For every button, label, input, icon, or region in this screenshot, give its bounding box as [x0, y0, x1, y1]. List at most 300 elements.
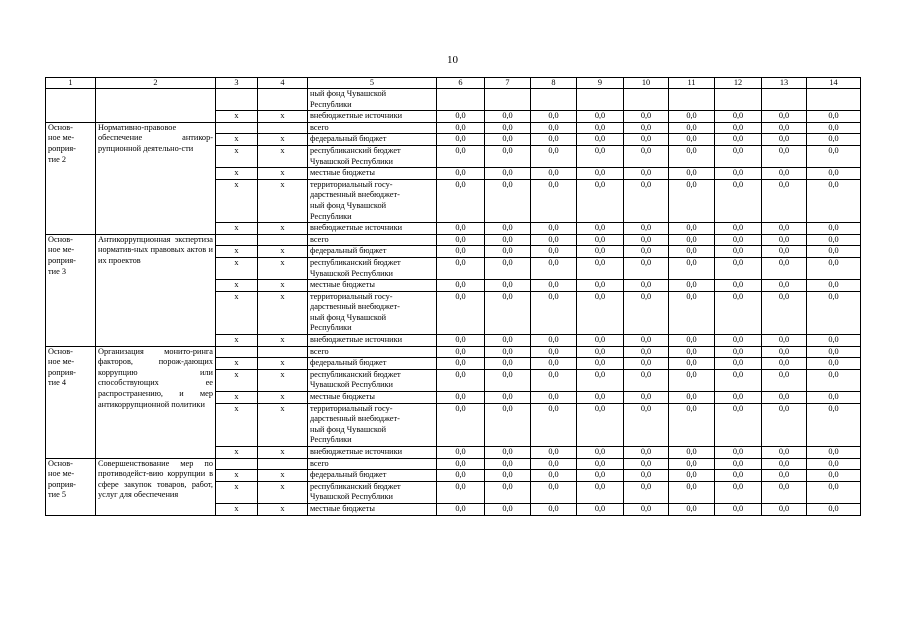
empty-cell [577, 89, 624, 111]
amount-cell: 0,0 [485, 481, 531, 503]
amount-cell: 0,0 [807, 392, 861, 404]
x-mark: x [258, 134, 308, 146]
amount-cell: 0,0 [715, 280, 762, 292]
x-mark: x [216, 403, 258, 446]
empty-cell [669, 89, 715, 111]
amount-cell: 0,0 [807, 111, 861, 123]
funding-source-text: республиканский бюджет Чувашской Республики [310, 145, 401, 166]
column-number: 9 [577, 78, 624, 89]
x-mark: x [258, 246, 308, 258]
funding-source [308, 111, 437, 123]
amount-cell: 0,0 [437, 179, 485, 222]
amount-cell: 0,0 [437, 369, 485, 391]
x-mark: x [258, 145, 308, 167]
column-number: 14 [807, 78, 861, 89]
amount-cell: 0,0 [437, 458, 485, 470]
amount-cell: 0,0 [807, 168, 861, 180]
amount-cell: 0,0 [531, 246, 577, 258]
amount-cell: 0,0 [715, 447, 762, 459]
funding-source [308, 134, 437, 146]
amount-cell: 0,0 [669, 111, 715, 123]
table-row [46, 89, 861, 111]
amount-cell: 0,0 [531, 234, 577, 246]
amount-cell: 0,0 [485, 458, 531, 470]
funding-source-text: республиканский бюджет Чувашской Республики [310, 481, 401, 502]
amount-cell: 0,0 [762, 234, 807, 246]
amount-cell: 0,0 [807, 257, 861, 279]
table-row [46, 346, 861, 358]
amount-cell: 0,0 [715, 246, 762, 258]
funding-source-text: федеральный бюджет [310, 134, 387, 144]
amount-cell: 0,0 [577, 257, 624, 279]
amount-cell: 0,0 [624, 346, 669, 358]
amount-cell: 0,0 [437, 470, 485, 482]
amount-cell: 0,0 [807, 346, 861, 358]
funding-source [308, 257, 437, 279]
amount-cell: 0,0 [531, 168, 577, 180]
column-number: 6 [437, 78, 485, 89]
column-number: 12 [715, 78, 762, 89]
amount-cell: 0,0 [531, 358, 577, 370]
x-mark: x [216, 257, 258, 279]
amount-cell: 0,0 [485, 280, 531, 292]
amount-cell: 0,0 [762, 145, 807, 167]
amount-cell: 0,0 [531, 346, 577, 358]
funding-source-text: территориальный госу- дарственный внебюджет- ный фонд Чувашской Республики [310, 179, 400, 221]
funding-source [308, 223, 437, 235]
x-mark: x [216, 369, 258, 391]
amount-cell: 0,0 [762, 179, 807, 222]
amount-cell: 0,0 [715, 111, 762, 123]
amount-cell: 0,0 [485, 358, 531, 370]
amount-cell: 0,0 [669, 458, 715, 470]
amount-cell: 0,0 [762, 503, 807, 515]
amount-cell: 0,0 [669, 122, 715, 134]
funding-source [308, 291, 437, 334]
funding-source-text: ный фонд Чувашской Республики [310, 89, 387, 109]
amount-cell: 0,0 [437, 234, 485, 246]
amount-cell: 0,0 [715, 122, 762, 134]
page-number: 10 [447, 54, 458, 66]
amount-cell: 0,0 [624, 168, 669, 180]
x-mark: x [216, 179, 258, 222]
amount-cell: 0,0 [485, 503, 531, 515]
funding-source [308, 335, 437, 347]
amount-cell: 0,0 [669, 246, 715, 258]
amount-cell: 0,0 [715, 179, 762, 222]
x-mark: x [258, 447, 308, 459]
x-mark: x [216, 335, 258, 347]
x-mark: x [258, 470, 308, 482]
funding-source-text: всего [310, 346, 329, 356]
amount-cell: 0,0 [485, 392, 531, 404]
funding-source [308, 234, 437, 246]
amount-cell: 0,0 [762, 403, 807, 446]
amount-cell: 0,0 [715, 369, 762, 391]
amount-cell: 0,0 [807, 179, 861, 222]
amount-cell: 0,0 [669, 346, 715, 358]
amount-cell: 0,0 [485, 246, 531, 258]
amount-cell: 0,0 [762, 470, 807, 482]
funding-source-text: всего [310, 122, 329, 132]
amount-cell: 0,0 [531, 223, 577, 235]
funding-source [308, 392, 437, 404]
funding-source-text: территориальный госу- дарственный внебюджет- ный фонд Чувашской Республики [310, 403, 400, 445]
amount-cell: 0,0 [762, 291, 807, 334]
activity-label [46, 234, 96, 346]
amount-cell: 0,0 [624, 470, 669, 482]
amount-cell: 0,0 [437, 223, 485, 235]
amount-cell: 0,0 [531, 369, 577, 391]
amount-cell: 0,0 [485, 369, 531, 391]
amount-cell: 0,0 [762, 346, 807, 358]
amount-cell: 0,0 [531, 179, 577, 222]
x-mark: x [216, 134, 258, 146]
column-number: 10 [624, 78, 669, 89]
amount-cell: 0,0 [624, 257, 669, 279]
amount-cell: 0,0 [669, 168, 715, 180]
amount-cell: 0,0 [715, 168, 762, 180]
amount-cell: 0,0 [762, 257, 807, 279]
amount-cell: 0,0 [485, 403, 531, 446]
amount-cell: 0,0 [531, 122, 577, 134]
x-mark: x [258, 403, 308, 446]
amount-cell: 0,0 [531, 470, 577, 482]
x-mark: x [258, 481, 308, 503]
amount-cell: 0,0 [762, 358, 807, 370]
activity-label-text: Основ- ное ме- роприя- тие 2 [48, 122, 76, 164]
amount-cell: 0,0 [762, 369, 807, 391]
amount-cell: 0,0 [531, 257, 577, 279]
amount-cell: 0,0 [624, 179, 669, 222]
x-mark: x [216, 246, 258, 258]
amount-cell: 0,0 [807, 291, 861, 334]
amount-cell: 0,0 [669, 145, 715, 167]
amount-cell: 0,0 [531, 392, 577, 404]
amount-cell: 0,0 [624, 134, 669, 146]
funding-source-text: местные бюджеты [310, 280, 375, 290]
amount-cell: 0,0 [807, 403, 861, 446]
x-mark: x [216, 145, 258, 167]
amount-cell: 0,0 [437, 346, 485, 358]
amount-cell: 0,0 [531, 291, 577, 334]
funding-source [308, 458, 437, 470]
amount-cell: 0,0 [437, 392, 485, 404]
amount-cell: 0,0 [577, 145, 624, 167]
funding-source [308, 503, 437, 515]
amount-cell: 0,0 [437, 134, 485, 146]
empty-cell [216, 89, 258, 111]
funding-source-text: федеральный бюджет [310, 470, 387, 480]
amount-cell: 0,0 [577, 168, 624, 180]
x-mark: x [258, 291, 308, 334]
empty-cell [258, 234, 308, 246]
amount-cell: 0,0 [531, 403, 577, 446]
empty-cell [46, 89, 96, 123]
amount-cell: 0,0 [715, 145, 762, 167]
funding-source-text: внебюджетные источники [310, 447, 403, 456]
funding-source-text: местные бюджеты [310, 392, 375, 402]
funding-source [308, 403, 437, 446]
funding-source [308, 246, 437, 258]
empty-cell [531, 89, 577, 111]
column-number: 13 [762, 78, 807, 89]
amount-cell: 0,0 [437, 503, 485, 515]
column-number: 2 [96, 78, 216, 89]
funding-source [308, 470, 437, 482]
funding-source-text: всего [310, 458, 329, 468]
amount-cell: 0,0 [577, 481, 624, 503]
amount-cell: 0,0 [669, 179, 715, 222]
amount-cell: 0,0 [762, 481, 807, 503]
amount-cell: 0,0 [485, 234, 531, 246]
amount-cell: 0,0 [437, 111, 485, 123]
empty-cell [807, 89, 861, 111]
table-row [46, 122, 861, 134]
funding-source-text: федеральный бюджет [310, 358, 387, 368]
amount-cell: 0,0 [669, 447, 715, 459]
empty-cell [715, 89, 762, 111]
amount-cell: 0,0 [624, 234, 669, 246]
empty-cell [485, 89, 531, 111]
x-mark: x [216, 392, 258, 404]
amount-cell: 0,0 [669, 392, 715, 404]
amount-cell: 0,0 [807, 145, 861, 167]
funding-source [308, 358, 437, 370]
amount-cell: 0,0 [669, 481, 715, 503]
amount-cell: 0,0 [762, 447, 807, 459]
amount-cell: 0,0 [577, 122, 624, 134]
amount-cell: 0,0 [715, 458, 762, 470]
budget-table [45, 77, 861, 516]
x-mark: x [216, 447, 258, 459]
amount-cell: 0,0 [437, 403, 485, 446]
funding-source [308, 179, 437, 222]
amount-cell: 0,0 [669, 291, 715, 334]
amount-cell: 0,0 [437, 145, 485, 167]
funding-source-text: местные бюджеты [310, 168, 375, 178]
funding-source-text: республиканский бюджет Чувашской Республики [310, 257, 401, 278]
table-row [46, 234, 861, 246]
amount-cell: 0,0 [624, 122, 669, 134]
funding-source-text: территориальный госу- дарственный внебюджет- ный фонд Чувашской Республики [310, 291, 400, 333]
amount-cell: 0,0 [485, 122, 531, 134]
funding-source [308, 369, 437, 391]
amount-cell: 0,0 [624, 358, 669, 370]
empty-cell [216, 346, 258, 358]
amount-cell: 0,0 [437, 122, 485, 134]
amount-cell: 0,0 [577, 111, 624, 123]
amount-cell: 0,0 [669, 234, 715, 246]
amount-cell: 0,0 [624, 280, 669, 292]
amount-cell: 0,0 [807, 134, 861, 146]
amount-cell: 0,0 [531, 503, 577, 515]
column-number: 11 [669, 78, 715, 89]
empty-cell [258, 346, 308, 358]
funding-source-text: местные бюджеты [310, 503, 375, 513]
amount-cell: 0,0 [762, 122, 807, 134]
amount-cell: 0,0 [624, 403, 669, 446]
x-mark: x [258, 179, 308, 222]
amount-cell: 0,0 [485, 335, 531, 347]
activity-label-text: Основ- ное ме- роприя- тие 5 [48, 458, 76, 500]
empty-cell [258, 122, 308, 134]
amount-cell: 0,0 [577, 392, 624, 404]
amount-cell: 0,0 [807, 234, 861, 246]
amount-cell: 0,0 [485, 134, 531, 146]
activity-name [96, 122, 216, 234]
amount-cell: 0,0 [715, 257, 762, 279]
amount-cell: 0,0 [577, 280, 624, 292]
amount-cell: 0,0 [807, 122, 861, 134]
amount-cell: 0,0 [715, 470, 762, 482]
activity-name-text: Совершенствование мер по противодейст-вию коррупции в сфере закупок товаров, работ, услуг для обеспечения [98, 458, 213, 500]
amount-cell: 0,0 [762, 458, 807, 470]
x-mark: x [258, 503, 308, 515]
funding-source-text: внебюджетные источники [310, 223, 403, 233]
amount-cell: 0,0 [715, 503, 762, 515]
amount-cell: 0,0 [669, 358, 715, 370]
x-mark: x [258, 280, 308, 292]
activity-label [46, 122, 96, 234]
x-mark: x [216, 358, 258, 370]
amount-cell: 0,0 [437, 246, 485, 258]
empty-cell [216, 458, 258, 470]
funding-source [308, 346, 437, 358]
amount-cell: 0,0 [437, 447, 485, 459]
funding-source [308, 168, 437, 180]
amount-cell: 0,0 [715, 291, 762, 334]
amount-cell: 0,0 [669, 369, 715, 391]
x-mark: x [258, 111, 308, 123]
amount-cell: 0,0 [715, 223, 762, 235]
funding-source [308, 122, 437, 134]
x-mark: x [258, 392, 308, 404]
amount-cell: 0,0 [715, 358, 762, 370]
amount-cell: 0,0 [807, 470, 861, 482]
empty-cell [258, 458, 308, 470]
amount-cell: 0,0 [577, 358, 624, 370]
empty-cell [762, 89, 807, 111]
amount-cell: 0,0 [624, 335, 669, 347]
empty-cell [96, 89, 216, 123]
column-number: 7 [485, 78, 531, 89]
amount-cell: 0,0 [624, 447, 669, 459]
amount-cell: 0,0 [485, 168, 531, 180]
column-number-row [46, 78, 861, 89]
amount-cell: 0,0 [437, 168, 485, 180]
amount-cell: 0,0 [669, 223, 715, 235]
amount-cell: 0,0 [715, 481, 762, 503]
amount-cell: 0,0 [762, 134, 807, 146]
amount-cell: 0,0 [485, 179, 531, 222]
empty-cell [437, 89, 485, 111]
amount-cell: 0,0 [531, 134, 577, 146]
amount-cell: 0,0 [531, 145, 577, 167]
amount-cell: 0,0 [762, 168, 807, 180]
amount-cell: 0,0 [577, 503, 624, 515]
amount-cell: 0,0 [531, 280, 577, 292]
amount-cell: 0,0 [531, 458, 577, 470]
column-number: 1 [46, 78, 96, 89]
x-mark: x [216, 223, 258, 235]
activity-name-text: Организация монито-ринга факторов, порож-дающих коррупцию или способствующих ее распространению, и мер антикоррупционной политики [98, 346, 213, 409]
amount-cell: 0,0 [577, 246, 624, 258]
amount-cell: 0,0 [437, 358, 485, 370]
amount-cell: 0,0 [577, 403, 624, 446]
amount-cell: 0,0 [624, 145, 669, 167]
amount-cell: 0,0 [715, 234, 762, 246]
amount-cell: 0,0 [807, 358, 861, 370]
amount-cell: 0,0 [485, 111, 531, 123]
funding-source [308, 145, 437, 167]
amount-cell: 0,0 [715, 335, 762, 347]
empty-cell [258, 89, 308, 111]
empty-cell [216, 122, 258, 134]
funding-source-text: федеральный бюджет [310, 246, 387, 256]
empty-cell [624, 89, 669, 111]
funding-source-text: внебюджетные источники [310, 111, 403, 121]
funding-source-text: всего [310, 234, 329, 244]
activity-name-text: Антикоррупционная экспертиза норматив-ных правовых актов и их проектов [98, 234, 213, 265]
amount-cell: 0,0 [807, 246, 861, 258]
amount-cell: 0,0 [762, 246, 807, 258]
amount-cell: 0,0 [624, 503, 669, 515]
amount-cell: 0,0 [807, 447, 861, 459]
amount-cell: 0,0 [624, 481, 669, 503]
amount-cell: 0,0 [624, 291, 669, 334]
funding-source [308, 89, 437, 111]
amount-cell: 0,0 [577, 223, 624, 235]
amount-cell: 0,0 [762, 392, 807, 404]
amount-cell: 0,0 [624, 392, 669, 404]
column-number: 3 [216, 78, 258, 89]
amount-cell: 0,0 [807, 481, 861, 503]
amount-cell: 0,0 [485, 447, 531, 459]
amount-cell: 0,0 [624, 111, 669, 123]
amount-cell: 0,0 [807, 280, 861, 292]
x-mark: x [216, 168, 258, 180]
amount-cell: 0,0 [577, 234, 624, 246]
amount-cell: 0,0 [485, 470, 531, 482]
amount-cell: 0,0 [669, 470, 715, 482]
x-mark: x [216, 503, 258, 515]
x-mark: x [216, 291, 258, 334]
activity-name-text: Нормативно-правовое обеспечение антикор-рупционной деятельно-сти [98, 122, 213, 153]
amount-cell: 0,0 [485, 145, 531, 167]
amount-cell: 0,0 [485, 291, 531, 334]
amount-cell: 0,0 [762, 111, 807, 123]
x-mark: x [216, 111, 258, 123]
amount-cell: 0,0 [669, 257, 715, 279]
amount-cell: 0,0 [531, 481, 577, 503]
table-row [46, 458, 861, 470]
amount-cell: 0,0 [577, 447, 624, 459]
amount-cell: 0,0 [624, 223, 669, 235]
amount-cell: 0,0 [807, 369, 861, 391]
amount-cell: 0,0 [437, 280, 485, 292]
amount-cell: 0,0 [437, 481, 485, 503]
column-number: 5 [308, 78, 437, 89]
x-mark: x [258, 257, 308, 279]
amount-cell: 0,0 [624, 369, 669, 391]
activity-name [96, 458, 216, 515]
x-mark: x [258, 223, 308, 235]
x-mark: x [216, 470, 258, 482]
amount-cell: 0,0 [577, 346, 624, 358]
amount-cell: 0,0 [577, 458, 624, 470]
x-mark: x [258, 369, 308, 391]
